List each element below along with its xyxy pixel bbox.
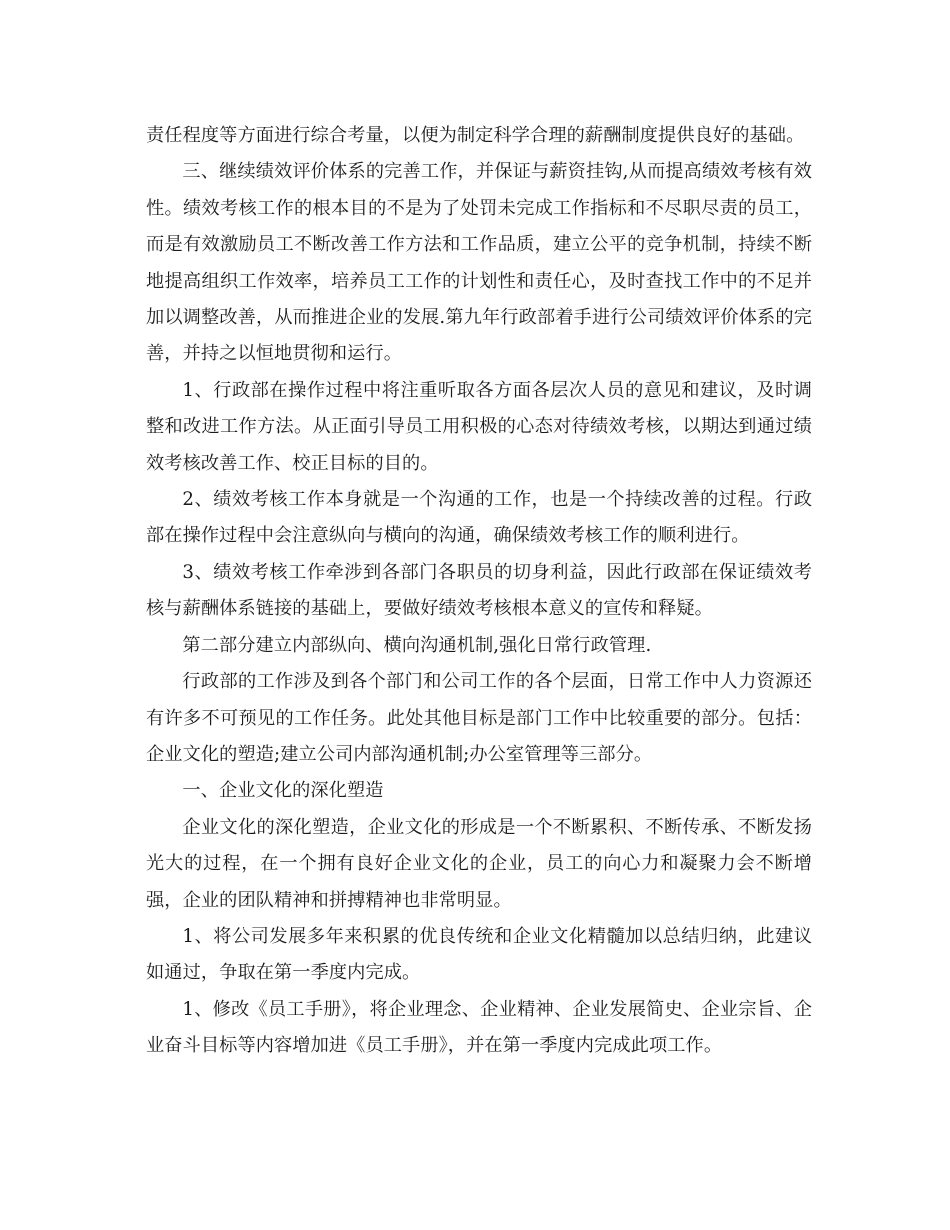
section-heading-culture: 一、企业文化的深化塑造 — [182, 780, 384, 802]
paragraph-item-2-communication: 2、绩效考核工作本身就是一个沟通的工作，也是一个持续改善的过程。行政部在操作过程中会注意纵向与横向的沟通，确保绩效考核工作的顺利进行。 — [146, 489, 812, 547]
paragraph-admin-scope: 行政部的工作涉及到各个部门和公司工作的各个层面，日常工作中人力资源还有许多不可预见的工作任务。此处其他目标是部门工作中比较重要的部分。包括：企业文化的塑造;建立公司内部沟通机制;办公室管理等三部分。 — [146, 671, 812, 765]
section-heading-part-two: 第二部分建立内部纵向、横向沟通机制,强化日常行政管理. — [182, 634, 652, 656]
paragraph-item-3-interests: 3、绩效考核工作牵涉到各部门各职员的切身利益，因此行政部在保证绩效考核与薪酬体系链接的基础上，要做好绩效考核根本意义的宣传和释疑。 — [146, 561, 812, 620]
document-body — [146, 118, 812, 1065]
paragraph-culture-description: 企业文化的深化塑造，企业文化的形成是一个不断累积、不断传承、不断发扬光大的过程，在一个拥有良好企业文化的企业，员工的向心力和凝聚力会不断增强，企业的团队精神和拼搏精神也非常明显。 — [146, 816, 812, 911]
paragraph-item-1-feedback: 1、行政部在操作过程中将注重听取各方面各层次人员的意见和建议，及时调整和改进工作方法。从正面引导员工用积极的心态对待绩效考核，以期达到通过绩效考核改善工作、校正目标的目的。 — [146, 379, 812, 474]
paragraph-culture-item-handbook: 1、修改《员工手册》，将企业理念、企业精神、企业发展简史、企业宗旨、企业奋斗目标等内容增加进《员工手册》，并在第一季度内完成此项工作。 — [146, 998, 812, 1057]
paragraph-salary-basis: 责任程度等方面进行综合考量，以便为制定科学合理的薪酬制度提供良好的基础。 — [146, 125, 805, 146]
paragraph-performance-system: 三、继续绩效评价体系的完善工作，并保证与薪资挂钩,从而提高绩效考核有效性。绩效考核工作的根本目的不是为了处罚未完成工作指标和不尽职尽责的员工，而是有效激励员工不断改善工作方法和工作品质，建立公平的竞争机制，持续不断地提高组织工作效率，培养员工工作的计划性和责任心，及时查找工作中的不足并加以调整改善，从而推进企业的发展.第九年行政部着手进行公司绩效评价体系的完善，并持之以恒地贯彻和运行。 — [146, 161, 812, 365]
paragraph-culture-item-1: 1、将公司发展多年来积累的优良传统和企业文化精髓加以总结归纳，此建议如通过，争取在第一季度内完成。 — [146, 925, 812, 984]
